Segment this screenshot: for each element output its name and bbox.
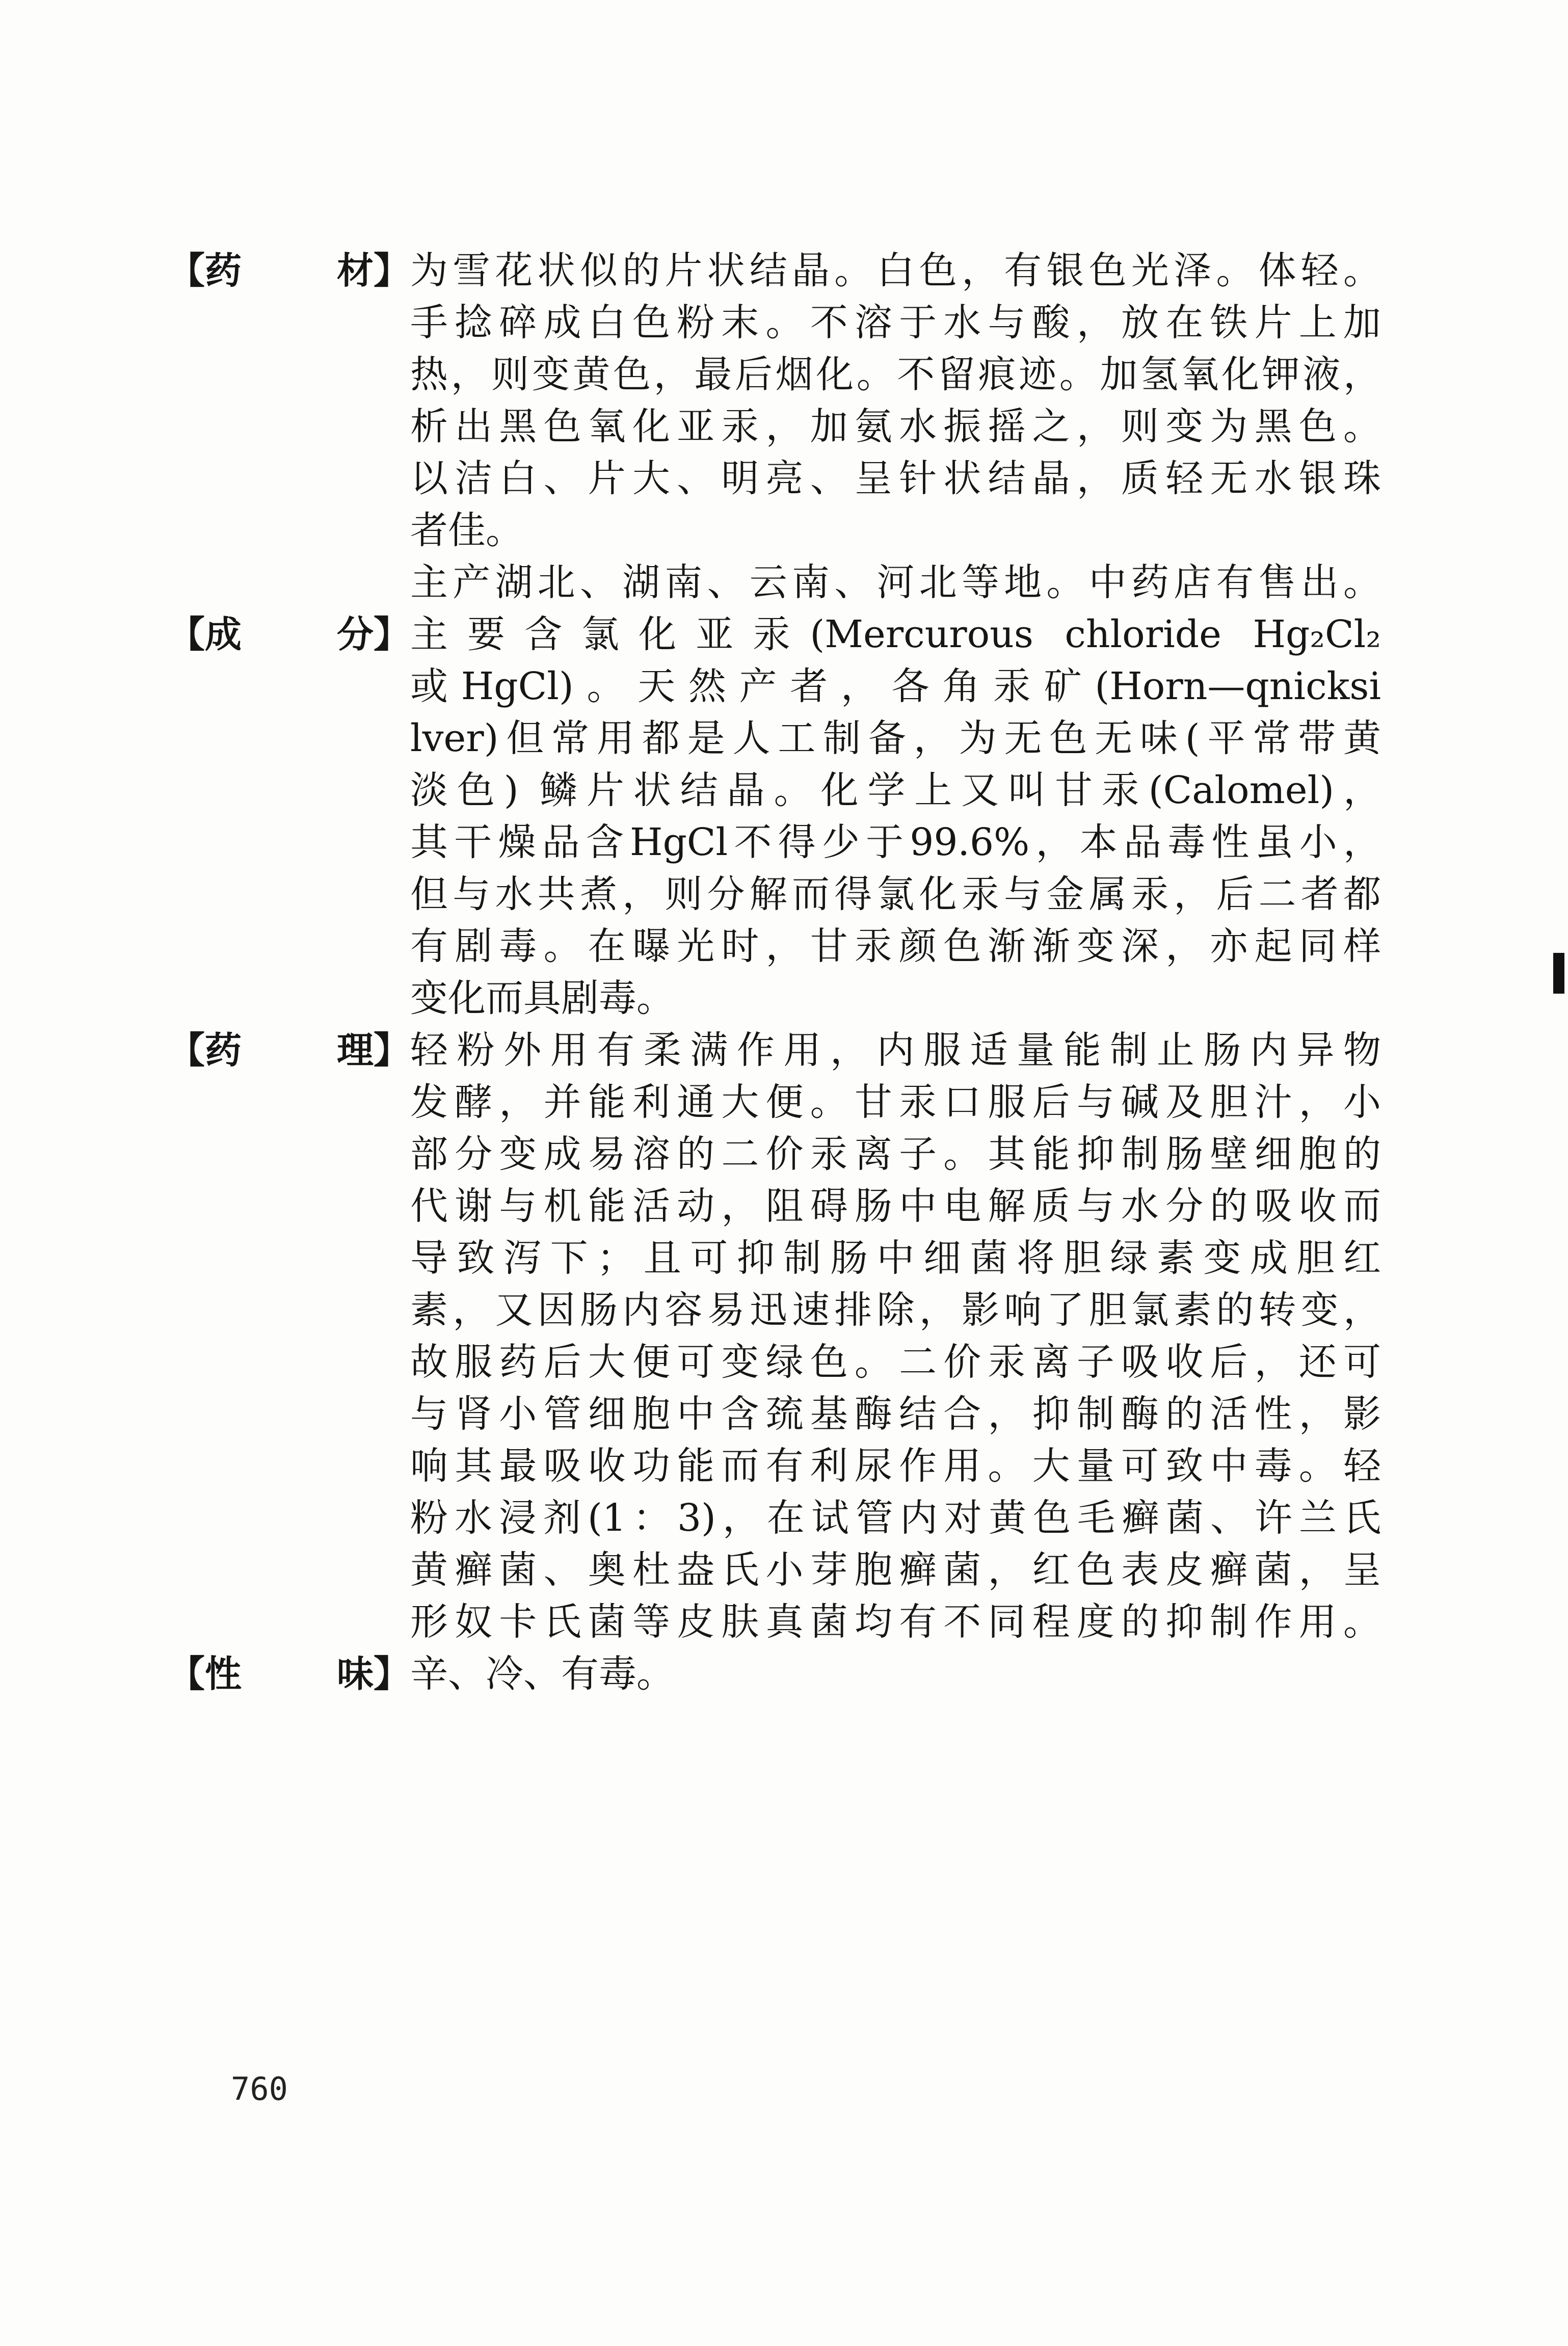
entry-label	[168, 245, 410, 297]
label-char-1: 药	[205, 1029, 242, 1072]
label-char-2: 材	[336, 249, 374, 292]
text-line: 主产湖北、湖南、云南、河北等地。中药店有售出。	[410, 561, 1381, 604]
label-char-1: 药	[205, 249, 242, 292]
scan-edge-mark	[1553, 953, 1564, 994]
text-line: lver)但常用都是人工制备，为无色无味(平常带黄	[410, 716, 1381, 760]
label-bracket-close: 】	[373, 1652, 410, 1695]
text-line: 主要含氯化亚汞(Mercurous chloride Hg₂Cl₂	[410, 612, 1381, 656]
text-line: 粉水浸剂(1：3)，在试管内对黄色毛癣菌、许兰氏	[410, 1496, 1381, 1540]
label-bracket-close: 】	[373, 1029, 410, 1072]
text-line: 热，则变黄色，最后烟化。不留痕迹。加氢氧化钾液，	[410, 353, 1381, 396]
entry-body	[410, 245, 1381, 608]
text-line: 为雪花状似的片状结晶。白色，有银色光泽。体轻。	[410, 249, 1381, 292]
text-line: 变化而具剧毒。	[410, 976, 674, 1020]
text-line: 有剧毒。在曝光时，甘汞颜色渐渐变深，亦起同样	[410, 924, 1381, 968]
text-line: 形奴卡氏菌等皮肤真菌均有不同程度的抑制作用。	[410, 1600, 1381, 1644]
text-line: 辛、冷、有毒。	[410, 1652, 674, 1696]
label-bracket-open: 【	[168, 1029, 205, 1072]
entry-pharmacology	[168, 1024, 1381, 1648]
entry-nature-flavor	[168, 1648, 1381, 1700]
text-line: 或HgCl)。天然产者，各角汞矿(Horn—qnicksi	[410, 664, 1381, 708]
text-line: 但与水共煮，则分解而得氯化汞与金属汞，后二者都	[410, 872, 1381, 916]
label-char-2: 分	[336, 613, 374, 656]
text-line: 代谢与机能活动，阻碍肠中电解质与水分的吸收而	[410, 1184, 1381, 1228]
label-char-1: 性	[205, 1652, 242, 1695]
page-number: 760	[231, 2070, 288, 2108]
entry-label	[168, 1024, 410, 1076]
entry-body	[410, 1024, 1381, 1648]
entry-label	[168, 608, 410, 660]
text-line: 轻粉外用有柔满作用，内服适量能制止肠内异物	[410, 1028, 1381, 1072]
text-line: 导致泻下；且可抑制肠中细菌将胆绿素变成胆红	[410, 1236, 1381, 1280]
text-line: 部分变成易溶的二价汞离子。其能抑制肠壁细胞的	[410, 1132, 1381, 1176]
label-bracket-close: 】	[373, 613, 410, 656]
entry-body	[410, 608, 1381, 1024]
text-line: 淡色) 鳞片状结晶。化学上又叫甘汞(Calomel)，	[410, 768, 1381, 812]
text-line: 析出黑色氧化亚汞，加氨水振摇之，则变为黑色。	[410, 405, 1381, 448]
text-line: 黄癣菌、奥杜盎氏小芽胞癣菌，红色表皮癣菌，呈	[410, 1548, 1381, 1592]
text-line: 故服药后大便可变绿色。二价汞离子吸收后，还可	[410, 1340, 1381, 1384]
entry-label	[168, 1648, 410, 1700]
text-line: 素，又因肠内容易迅速排除，影响了胆氯素的转变，	[410, 1288, 1381, 1332]
label-bracket-close: 】	[373, 249, 410, 292]
page-content	[168, 245, 1381, 1700]
text-line: 手捻碎成白色粉末。不溶于水与酸，放在铁片上加	[410, 301, 1381, 344]
entry-body	[410, 1648, 1381, 1700]
label-bracket-open: 【	[168, 249, 205, 292]
text-line: 其干燥品含HgCl不得少于99.6%，本品毒性虽小，	[410, 820, 1381, 864]
text-line: 者佳。	[410, 509, 523, 552]
label-bracket-open: 【	[168, 1652, 205, 1695]
text-line: 与肾小管细胞中含巯基酶结合，抑制酶的活性，影	[410, 1392, 1381, 1436]
label-char-1: 成	[205, 613, 242, 656]
entry-material	[168, 245, 1381, 608]
label-char-2: 理	[336, 1029, 374, 1072]
text-line: 响其最吸收功能而有利尿作用。大量可致中毒。轻	[410, 1444, 1381, 1488]
label-char-2: 味	[336, 1652, 374, 1695]
entry-composition	[168, 608, 1381, 1024]
text-line: 以洁白、片大、明亮、呈针状结晶，质轻无水银珠	[410, 457, 1381, 500]
label-bracket-open: 【	[168, 613, 205, 656]
text-line: 发酵，并能利通大便。甘汞口服后与碱及胆汁，小	[410, 1080, 1381, 1124]
